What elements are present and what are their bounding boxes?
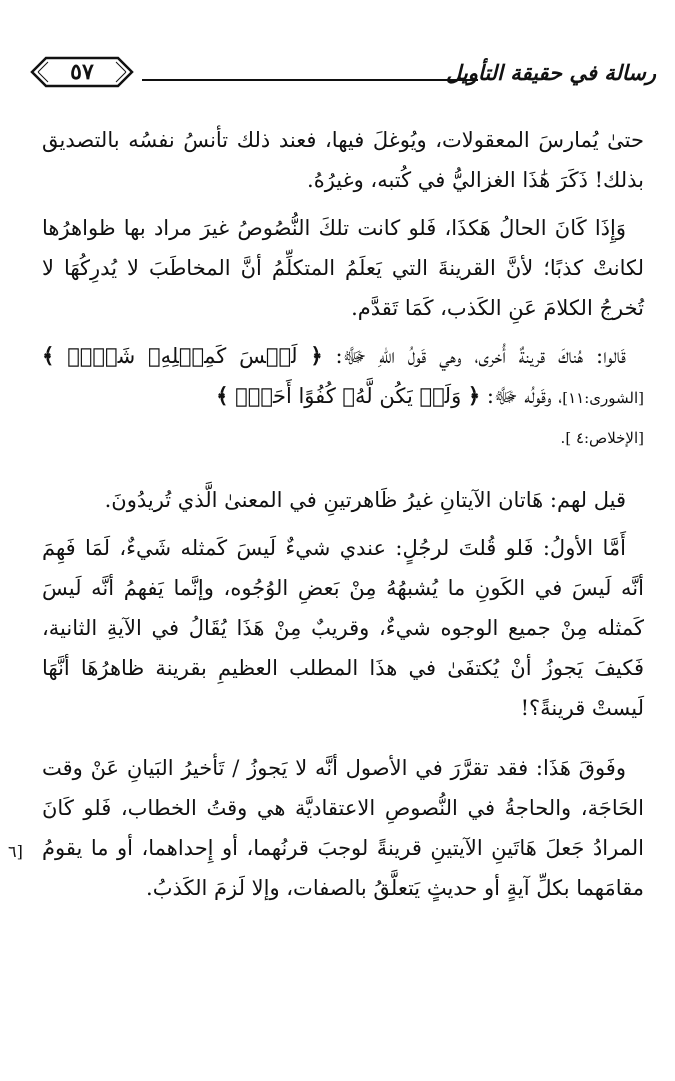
paragraph-4: قيل لهم: هَاتان الآيتانِ غيرُ ظَاهرتينِ في المعنىٰ الَّذي تُريدُونَ. [104, 488, 626, 512]
paragraph-3 [42, 336, 644, 418]
verse-reference-2: [الإخلاص:٤ ]. [560, 429, 644, 447]
verse-reference-1: [الشورى:١١] [562, 389, 644, 407]
ornate-bracket-open-icon: ﴿ [310, 343, 323, 368]
paragraph-6: وفَوقَ هَذَا: فقد تقرَّرَ في الأصول أنَّه لا يَجوزُ / تَأخيرُ البَيانِ عَنْ وقت الحَاجَة، والحاجةُ في النُّصوصِ الاعتقاديَّة هي وقتُ الخطاب، فَلو كَانَ المرادُ جَعلَ هَاتَينِ الآيتينِ قرينةً لوجبَ قرنُهما، أو إِحداهما، أو ما يقومُ مقامَهما بكلِّ آيةٍ أو حديثٍ يَتعلَّقُ بالصفات، وإلا لَزمَ الكَذبُ. [42, 756, 644, 900]
manuscript-folio-mark: [٦ [8, 842, 23, 861]
paragraph-3-mid: ، وقَولُه ﷻ: [486, 384, 563, 408]
paragraph-3-intro: قَالوا: هُناكَ قرينةٌ أُخرى، وهي قَولُ اللهِ ﷻ: [335, 344, 626, 368]
ornate-bracket-close-icon: ﴾ [216, 383, 229, 408]
page-number-badge [28, 54, 136, 90]
paragraph-2: وَإِذَا كَانَ الحالُ هَكذَا، فَلو كانت تلكَ النُّصُوصُ غيرَ مراد بها ظواهرُها لكانتْ كذبًا؛ لأنَّ القرينةَ التي يَعلَمُ المتكلِّمُ أنَّ المخاطَبَ لا يُدرِكُهَا لا تُخرجُ الكلامَ عَنِ الكَذب، كَمَا تَقدَّم. [42, 216, 644, 320]
paragraph-1: حتىٰ يُمارسَ المعقولات، ويُوغلَ فيها، فعند ذلك تأنسُ نفسُه بالتصديق بذلك! ذَكَرَ هَٰذَا الغزاليُّ في كُتبه، وغيرُهُ. [42, 128, 644, 192]
quran-verse-2: وَلَمۡ يَكُن لَّهُۥ كُفُوًا أَحَدُۢ [235, 384, 462, 408]
running-title: رسالة في حقيقة التأويل [446, 60, 656, 85]
main-text [42, 120, 644, 916]
page-number: ٥٧ [70, 59, 94, 85]
quran-verse-1: لَيۡسَ كَمِثۡلِهِۦ شَيۡءٞ [67, 344, 298, 368]
page-header [24, 52, 656, 96]
ornate-bracket-open-icon: ﴿ [467, 383, 481, 408]
ornate-bracket-close-icon: ﴾ [42, 343, 55, 368]
paragraph-5: أَمَّا الأولُ: فَلو قُلتَ لرجُلٍ: عندي شيءٌ لَيسَ كَمثله شَيءٌ، لَمَا فَهِمَ أنَّه لَيسَ في الكَونِ ما يُشبهُهُ مِنْ بَعضِ الوُجُوه، وإنَّما يَفهمُ أنَّه لَيسَ كَمثله مِنْ جميع الوجوه شيءٌ، وقريبٌ مِنْ هَذَا يُقَالُ في الآيةِ الثانية، فَكيفَ يَجوزُ أنْ يُكتفَىٰ في هذَا المطلب العظيمِ بقرينة ظاهرُهَا أنَّهَا لَيستْ قرينةً؟! [42, 536, 644, 720]
header-rule [142, 79, 478, 81]
